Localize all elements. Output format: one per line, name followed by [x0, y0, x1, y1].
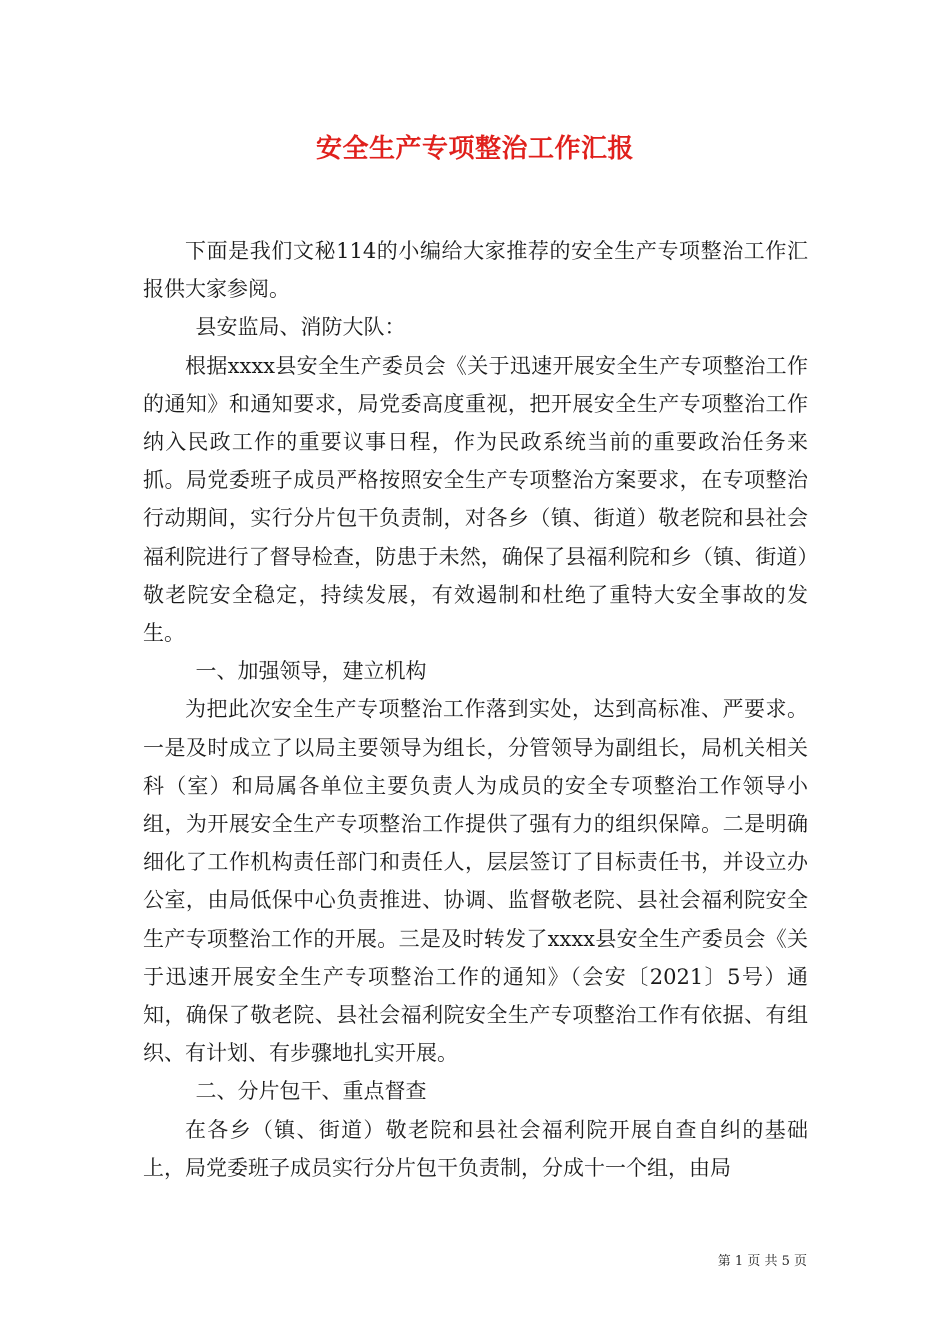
body-paragraph: 根据xxxx县安全生产委员会《关于迅速开展安全生产专项整治工作的通知》和通知要求，局党委高度重视，把开展安全生产专项整治工作纳入民政工作的重要议事日程，作为民政系统当前的重要政治任务来抓。局党委班子成员严格按照安全生产专项整治方案要求，在专项整治行动期间，实行分片包干负责制，对各乡（镇、街道）敬老院和县社会福利院进行了督导检查，防患于未然，确保了县福利院和乡（镇、街道）敬老院安全稳定，持续发展，有效遏制和杜绝了重特大安全事故的发生。	[143, 353, 808, 646]
page-number: 第 1 页 共 5 页	[717, 1254, 807, 1269]
salutation: 县安监局、消防大队：	[195, 315, 406, 340]
body-paragraph: 为把此次安全生产专项整治工作落到实处，达到高标准、严要求。一是及时成立了以局主要领导为组长，分管领导为副组长，局机关相关科（室）和局属各单位主要负责人为成员的安全专项整治工作领导小组，为开展安全生产专项整治工作提供了强有力的组织保障。二是明确细化了工作机构责任部门和责任人，层层签订了目标责任书，并设立办公室，由局低保中心负责推进、协调、监督敬老院、县社会福利院安全生产专项整治工作的开展。三是及时转发了xxxx县安全生产委员会《关于迅速开展安全生产专项整治工作的通知》（会安〔2021〕5号）通知，确保了敬老院、县社会福利院安全生产专项整治工作有依据、有组织、有计划、有步骤地扎实开展。	[143, 697, 808, 1066]
document-body	[143, 232, 808, 1187]
section-heading: 二、分片包干、重点督查	[195, 1079, 427, 1104]
document-title: 安全生产专项整治工作汇报	[315, 134, 634, 164]
section-heading: 一、加强领导，建立机构	[195, 659, 427, 684]
intro-paragraph: 下面是我们文秘114的小编给大家推荐的安全生产专项整治工作汇报供大家参阅。	[143, 239, 808, 302]
body-paragraph: 在各乡（镇、街道）敬老院和县社会福利院开展自查自纠的基础上，局党委班子成员实行分片包干负责制，分成十一个组，由局	[143, 1117, 808, 1180]
